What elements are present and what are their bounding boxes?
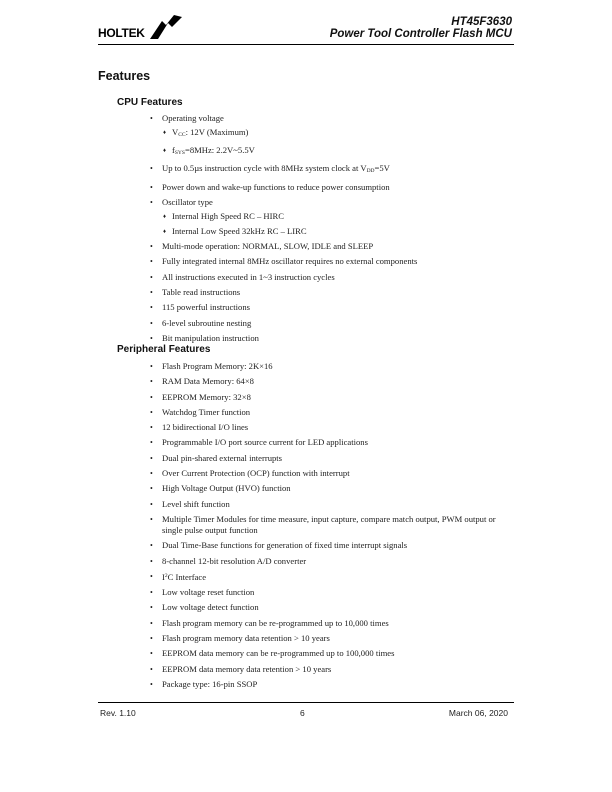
list-item: • Table read instructions bbox=[150, 287, 518, 298]
list-item: • Low voltage reset function bbox=[150, 587, 518, 598]
footer-divider bbox=[98, 702, 514, 703]
list-item: • Bit manipulation instruction bbox=[150, 333, 518, 344]
list-item: ♦ $f_{SYS}=8MHz$: 2.2V~5.5V bbox=[162, 145, 518, 159]
list-item: • Oscillator type ♦ Internal High Speed RC – HIRC ♦ Internal Low Speed 32kHz RC – LIRC bbox=[150, 197, 518, 237]
list-item: ♦ Internal Low Speed 32kHz RC – LIRC bbox=[162, 226, 518, 237]
document-title: Power Tool Controller Flash MCU bbox=[329, 28, 512, 40]
list-item: • Multi-mode operation: NORMAL, SLOW, IDLE and SLEEP bbox=[150, 241, 518, 252]
list-item: • EEPROM Memory: 32×8 bbox=[150, 392, 518, 403]
list-item: • Over Current Protection (OCP) function with interrupt bbox=[150, 468, 518, 479]
list-item: • 6-level subroutine nesting bbox=[150, 318, 518, 329]
list-item: • Operating voltage ♦ $V_{CC}$: 12V (Maximum) ♦ $f_{SYS}=8MHz$: 2.2V~5.5V bbox=[150, 113, 518, 159]
holtek-logo bbox=[98, 13, 188, 43]
list-item: • Fully integrated internal 8MHz oscillator requires no external components bbox=[150, 256, 518, 267]
list-item: ♦ $V_{CC}$: 12V (Maximum) bbox=[162, 127, 518, 141]
list-item: • Low voltage detect function bbox=[150, 602, 518, 613]
list-item: • Up to 0.5µs instruction cycle with 8MHz system clock at $V_{DD}=5V$ bbox=[150, 163, 518, 177]
list-item: • Programmable I/O port source current for LED applications bbox=[150, 437, 518, 448]
header-divider bbox=[98, 44, 514, 45]
revision-label: Rev. 1.10 bbox=[100, 708, 136, 718]
list-item: • 115 powerful instructions bbox=[150, 302, 518, 313]
list-item: ♦ Internal High Speed RC – HIRC bbox=[162, 211, 518, 222]
oscillator-sublist bbox=[162, 211, 518, 237]
page-number: 6 bbox=[300, 708, 305, 718]
list-item: • Dual pin-shared external interrupts bbox=[150, 453, 518, 464]
list-item: • Watchdog Timer function bbox=[150, 407, 518, 418]
list-item: • EEPROM data memory data retention > 10 years bbox=[150, 664, 518, 675]
cpu-features-heading: CPU Features bbox=[117, 97, 183, 108]
list-item: • 8-channel 12-bit resolution A/D converter bbox=[150, 556, 518, 567]
list-item: • 12 bidirectional I/O lines bbox=[150, 422, 518, 433]
list-item: • Package type: 16-pin SSOP bbox=[150, 679, 518, 690]
list-item: • Power down and wake-up functions to reduce power consumption bbox=[150, 182, 518, 193]
list-item: • Multiple Timer Modules for time measure, input capture, compare match output, PWM output or single pulse output function bbox=[150, 514, 518, 536]
list-item: • Level shift function bbox=[150, 499, 518, 510]
list-item: • Flash program memory data retention > 10 years bbox=[150, 633, 518, 644]
list-item: • RAM Data Memory: 64×8 bbox=[150, 376, 518, 387]
release-date: March 06, 2020 bbox=[448, 708, 508, 718]
list-item: • Dual Time-Base functions for generation of fixed time interrupt signals bbox=[150, 540, 518, 551]
list-item: • All instructions executed in 1~3 instruction cycles bbox=[150, 272, 518, 283]
list-item: • Flash Program Memory: 2K×16 bbox=[150, 361, 518, 372]
voltage-sublist bbox=[162, 127, 518, 159]
logo-mark-icon bbox=[148, 13, 184, 41]
section-title: Features bbox=[98, 69, 151, 83]
list-item: • Flash program memory can be re-programmed up to 10,000 times bbox=[150, 618, 518, 629]
peripheral-features-heading: Peripheral Features bbox=[117, 344, 211, 355]
list-item: • High Voltage Output (HVO) function bbox=[150, 483, 518, 494]
peripheral-features-list bbox=[150, 361, 518, 694]
part-number: HT45F3630 bbox=[451, 16, 512, 28]
logo-text: HOLTEK bbox=[98, 26, 145, 40]
list-item: • EEPROM data memory can be re-programmed up to 100,000 times bbox=[150, 648, 518, 659]
list-item: • $I^2C$ Interface bbox=[150, 571, 518, 583]
cpu-features-list bbox=[150, 113, 518, 348]
